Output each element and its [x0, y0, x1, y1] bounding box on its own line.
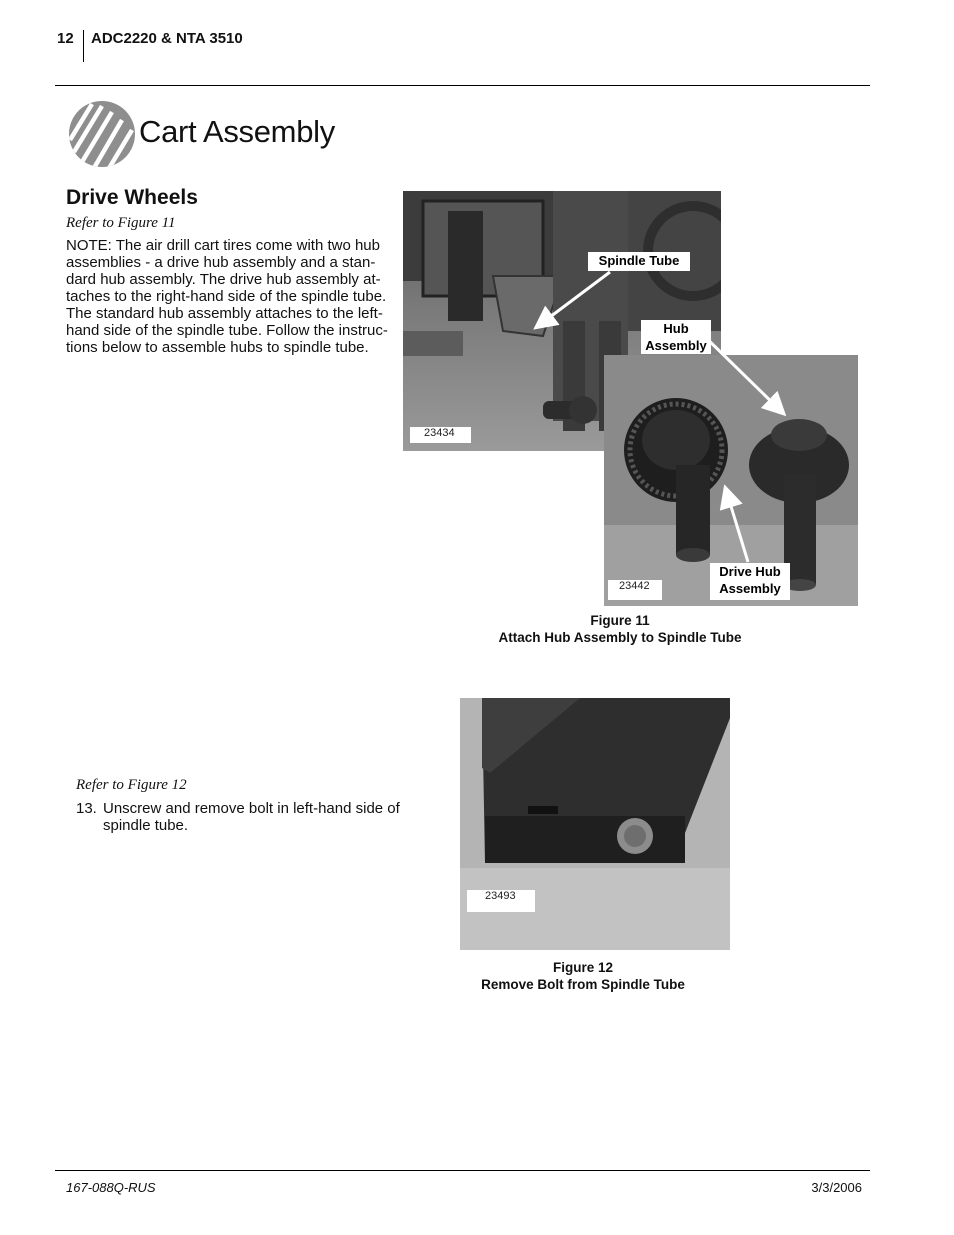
note-line: taches to the right-hand side of the spindle tube.	[66, 288, 387, 305]
label-drive-line2: Assembly	[719, 581, 781, 596]
figure-11-caption	[470, 612, 770, 646]
note-line: assemblies - a drive hub assembly and a stan-	[66, 254, 376, 271]
footer-rule	[55, 1170, 870, 1171]
document-title: ADC2220 & NTA 3510	[91, 30, 243, 47]
label-drive-hub-assembly	[710, 563, 790, 600]
photo-id-23442: 23442	[608, 580, 662, 600]
label-hub-line2: Assembly	[645, 338, 707, 353]
footer-doc-number: 167-088Q-RUS	[66, 1180, 156, 1195]
figure-11-number: Figure 11	[590, 613, 650, 628]
step-line: spindle tube.	[103, 817, 189, 834]
photo-id-23434: 23434	[410, 427, 471, 443]
figure-12-caption	[448, 959, 718, 993]
great-plains-logo-icon	[68, 100, 136, 168]
header-rule	[55, 85, 870, 86]
label-drive-line1: Drive Hub	[719, 564, 781, 579]
note-line: NOTE: The air drill cart tires come with two hub	[66, 237, 380, 254]
step-number: 13.	[76, 800, 97, 817]
note-paragraph	[66, 237, 396, 356]
footer-date: 3/3/2006	[811, 1180, 862, 1195]
label-hub-assembly	[641, 320, 711, 354]
figure-12-number: Figure 12	[552, 960, 614, 975]
label-spindle-tube: Spindle Tube	[588, 252, 690, 271]
figure-11-title: Attach Hub Assembly to Spindle Tube	[498, 630, 742, 645]
refer-figure-11: Refer to Figure 11	[66, 215, 176, 231]
section-title: Cart Assembly	[139, 114, 335, 149]
label-hub-line1: Hub	[663, 321, 689, 336]
subsection-title: Drive Wheels	[66, 186, 198, 209]
note-line: hand side of the spindle tube. Follow the instruc-	[66, 322, 388, 339]
note-line: The standard hub assembly attaches to the left-	[66, 305, 383, 322]
step-line: Unscrew and remove bolt in left-hand side of	[103, 800, 400, 817]
figure-12-photo-bolt	[460, 698, 730, 950]
photo-id-23493: 23493	[467, 890, 535, 912]
page-number: 12	[57, 30, 74, 47]
header-divider	[83, 30, 84, 62]
note-line: tions below to assemble hubs to spindle tube.	[66, 339, 369, 356]
step-text	[103, 800, 423, 834]
figure-12-title: Remove Bolt from Spindle Tube	[481, 977, 685, 992]
note-line: dard hub assembly. The drive hub assembly at-	[66, 271, 381, 288]
refer-figure-12: Refer to Figure 12	[76, 777, 187, 793]
